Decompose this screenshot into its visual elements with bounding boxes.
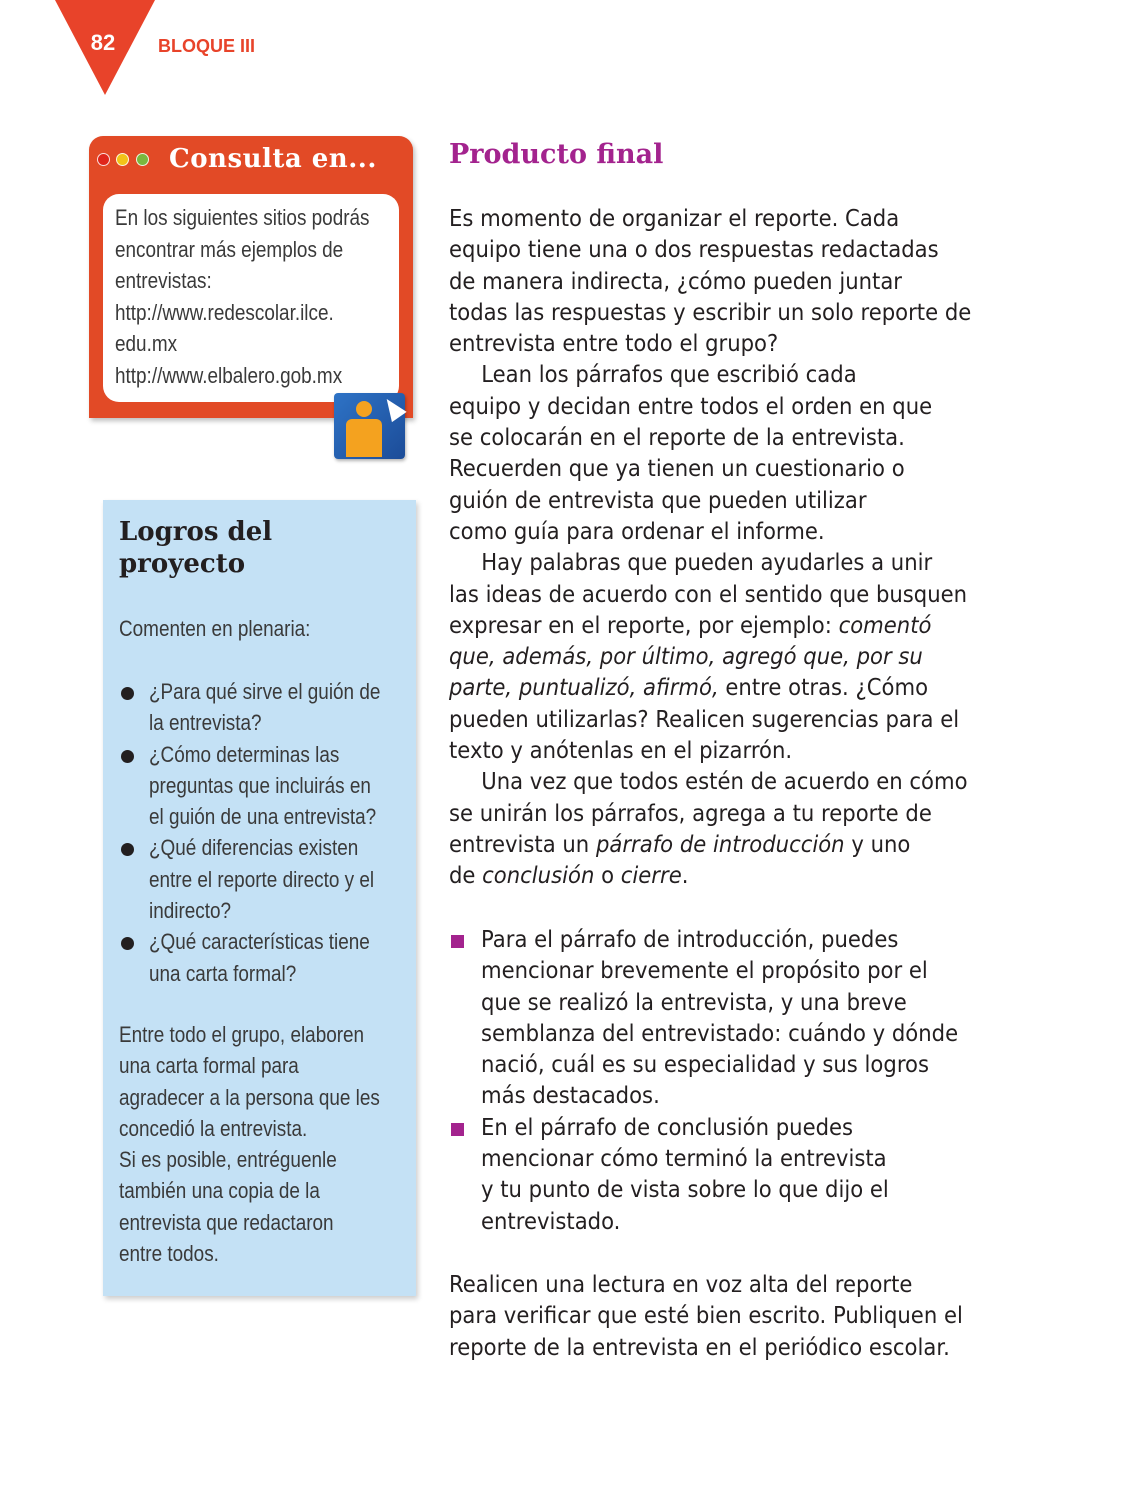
link-elbalero[interactable]: http://www.elbalero.gob.mx	[115, 362, 343, 388]
paragraph-1: Es momento de organizar el reporte. Cada equipo tiene una o dos respuestas redactadas de manera indirecta, ¿cómo pueden juntar todas las respuestas y escribir un solo reporte de entrevista entre todo el grupo? Lean los párrafos que escribió cada equipo y decidan entre todos el orden en que se colocarán en el reporte de la entrevista. Recuerden que ya tienen un cuestionario o guión de entrevista que pueden utilizar como guía para ordenar el informe. Hay palabras que pueden ayudarles a unir las ideas de acuerdo con el sentido que busquen expresar en el reporte, por ejemplo: comentó que, además, por último, agregó que, por su parte, puntualizó, afirmó, entre otras. ¿Cómo pueden utilizarlas? Realicen sugerencias para el texto y anótenlas en el pizarrón. Una vez que todos estén de acuerdo en cómo se unirán los párrafos, agrega a tu reporte de entrevista un párrafo de introducción y uno de conclusión o cierre.	[449, 206, 972, 890]
paragraph-final: Realicen una lectura en voz alta del reporte para verificar que esté bien escrito. Publiquen el reporte de la entrevista en el periódico escolar.	[449, 1272, 963, 1361]
producto-title: Producto final	[449, 139, 664, 170]
square-bullet-icon	[451, 1123, 464, 1136]
traffic-light-dots	[97, 153, 151, 171]
yellow-dot-icon	[116, 153, 129, 166]
consulta-line: entrevistas:	[115, 268, 212, 293]
logros-title: Logros del proyecto	[119, 517, 273, 579]
list-item: Para el párrafo de introducción, puedes mencionar brevemente el propósito por el que se realizó la entrevista, y una breve semblanza del entrevistado: cuándo y dónde nació, cuál es su especialidad y sus logros más destacados.	[449, 925, 1009, 1113]
consulta-title: Consulta en...	[169, 144, 377, 174]
list-item: ¿Para qué sirve el guión de la entrevista?	[119, 676, 419, 739]
list-item: ¿Qué características tiene una carta formal?	[119, 926, 419, 989]
square-bullet-icon	[451, 935, 464, 948]
producto-bullets	[449, 925, 1009, 1238]
page-number: 82	[90, 30, 116, 55]
link-redescolar[interactable]: http://www.redescolar.ilce.	[115, 299, 334, 325]
section-label: BLOQUE III	[158, 36, 256, 56]
consulta-line: encontrar más ejemplos de	[115, 236, 344, 262]
list-item: ¿Cómo determinas las preguntas que incluirás en el guión de una entrevista?	[119, 739, 419, 833]
red-dot-icon	[97, 153, 110, 166]
bullet-dot-icon	[121, 750, 134, 763]
logros-box	[103, 500, 416, 1296]
consulta-body	[103, 194, 399, 402]
green-dot-icon	[136, 153, 149, 166]
list-item: ¿Qué diferencias existen entre el reporte directo y el indirecto?	[119, 832, 419, 926]
link-redescolar-cont[interactable]: edu.mx	[115, 331, 178, 356]
bullet-dot-icon	[121, 937, 134, 950]
logros-closing: Entre todo el grupo, elaboren una carta formal para agradecer a la persona que les concedió la entrevista. Si es posible, entréguenle también una copia de la entrevista que redactaron entre todos.	[119, 1022, 380, 1267]
cursor-arrow-icon	[379, 394, 406, 422]
consulta-box	[89, 136, 413, 418]
consulta-line: En los siguientes sitios podrás	[115, 205, 370, 230]
list-item: En el párrafo de conclusión puedes mencionar cómo terminó la entrevista y tu punto de vista sobre lo que dijo el entrevistado.	[449, 1113, 1009, 1238]
logros-intro: Comenten en plenaria:	[119, 616, 311, 641]
bullet-dot-icon	[121, 843, 134, 856]
computer-user-icon	[334, 393, 405, 459]
logros-questions	[119, 676, 419, 989]
bullet-dot-icon	[121, 687, 134, 700]
